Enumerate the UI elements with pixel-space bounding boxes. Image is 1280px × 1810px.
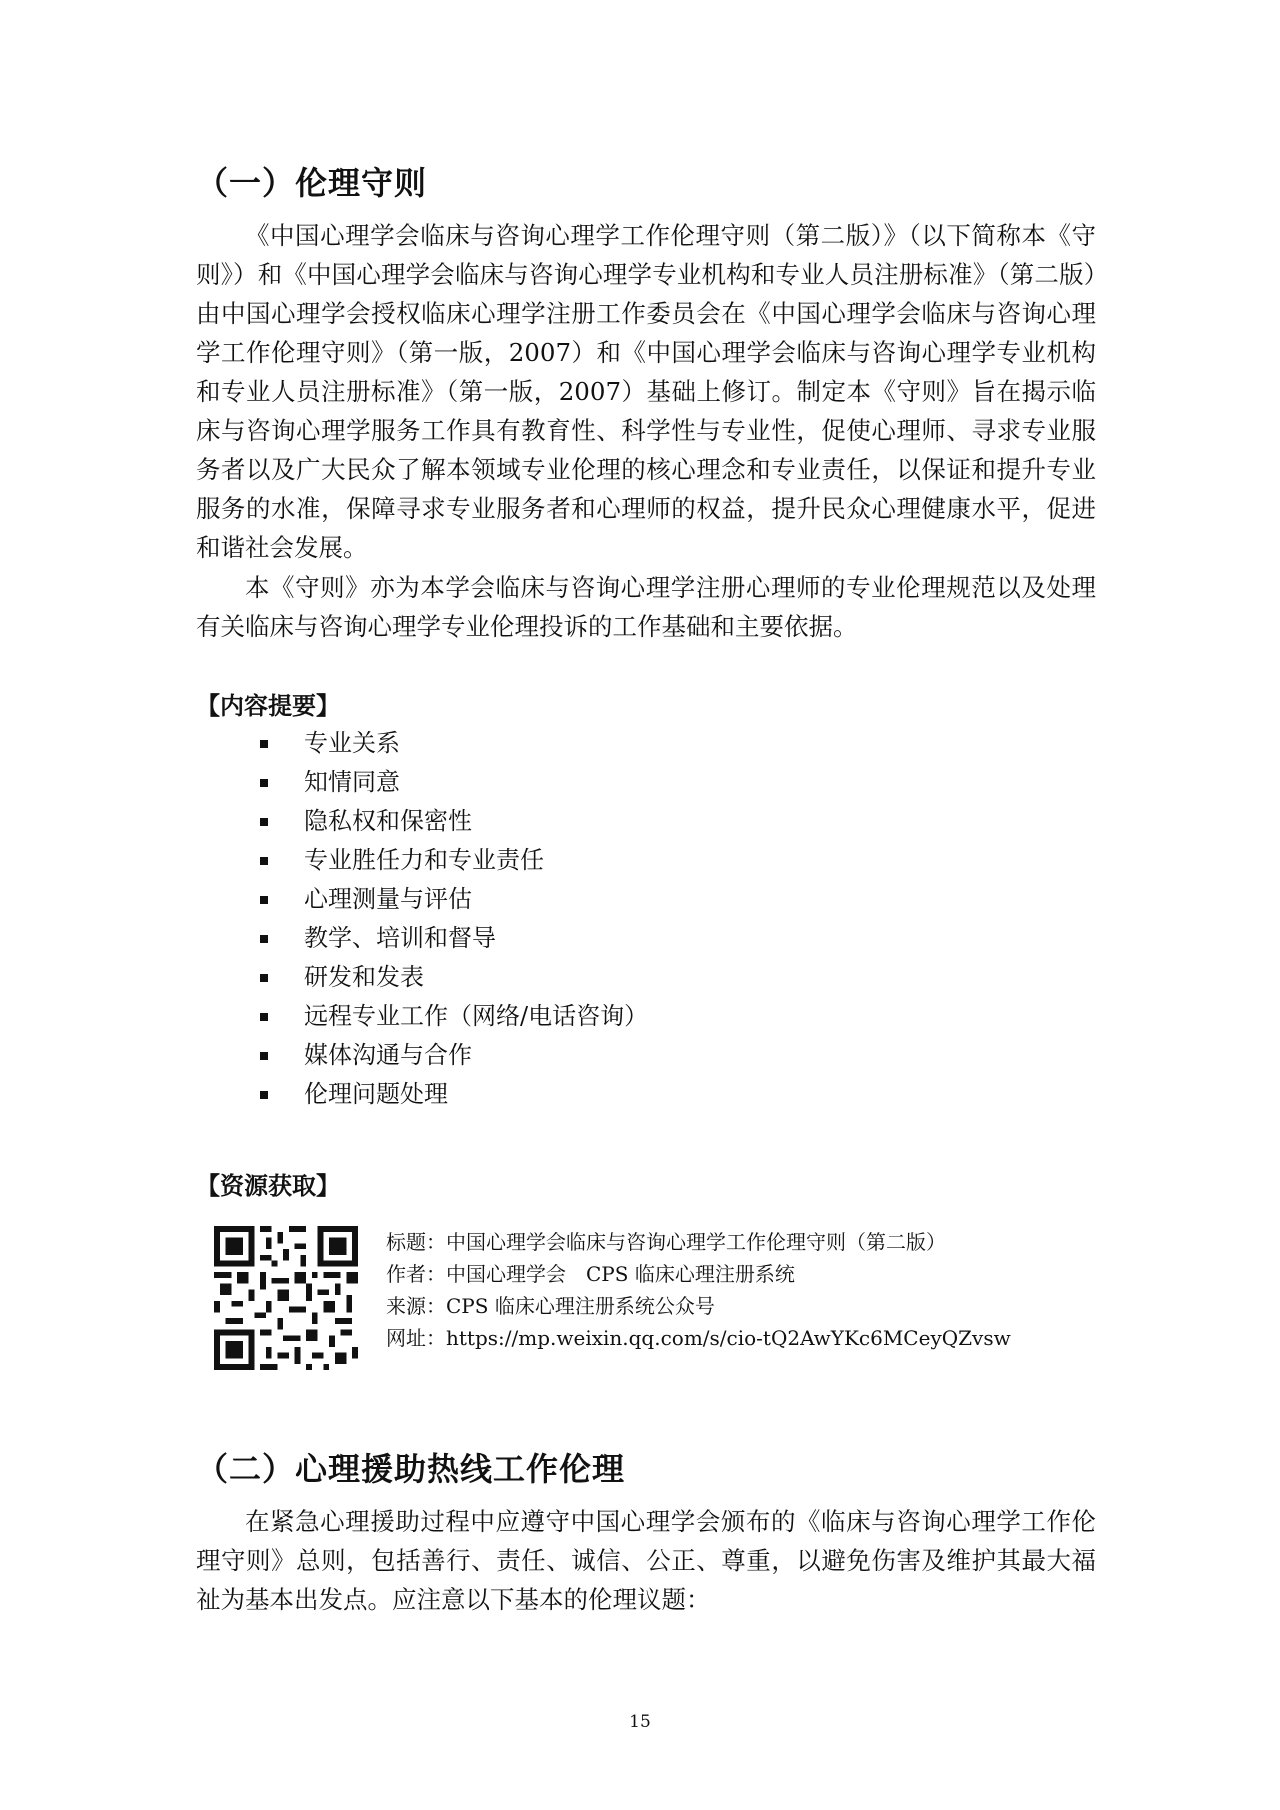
qr-code-icon [214,1226,358,1370]
resource-author: 作者：中国心理学会 CPS 临床心理注册系统 [386,1262,795,1286]
list-item: 研发和发表 [258,958,648,997]
summary-list [258,724,648,1114]
list-item: 知情同意 [258,763,648,802]
section2-paragraph: 在紧急心理援助过程中应遵守中国心理学会颁布的《临床与咨询心理学工作伦理守则》总则，包括善行、责任、诚信、公正、尊重，以避免伤害及维护其最大福祉为基本出发点。应注意以下基本的伦理议题： [196,1507,1096,1614]
list-item: 远程专业工作（网络/电话咨询） [258,997,648,1036]
list-item: 心理测量与评估 [258,880,648,919]
section1-heading: （一）伦理守则 [196,164,428,202]
resources-label: 【资源获取】 [196,1172,340,1200]
list-item: 教学、培训和督导 [258,919,648,958]
resource-url-link[interactable]: 网址：https://mp.weixin.qq.com/s/cio-tQ2AwYKc6MCeyQZvsw [386,1326,1011,1350]
list-item: 媒体沟通与合作 [258,1036,648,1075]
resource-source: 来源：CPS 临床心理注册系统公众号 [386,1294,715,1318]
list-item: 专业关系 [258,724,648,763]
resource-info [386,1226,1011,1354]
section2-heading: （二）心理援助热线工作伦理 [196,1450,626,1488]
list-item: 伦理问题处理 [258,1075,648,1114]
list-item: 专业胜任力和专业责任 [258,841,648,880]
resource-title: 标题：中国心理学会临床与咨询心理学工作伦理守则（第二版） [386,1230,946,1254]
section1-paragraph2: 本《守则》亦为本学会临床与咨询心理学注册心理师的专业伦理规范以及处理有关临床与咨询心理学专业伦理投诉的工作基础和主要依据。 [196,573,1096,641]
section1-paragraph1: 《中国心理学会临床与咨询心理学工作伦理守则（第二版）》（以下简称本《守则》）和《中国心理学会临床与咨询心理学专业机构和专业人员注册标准》（第二版）由中国心理学会授权临床心理学注册工作委员会在《中国心理学会临床与咨询心理学工作伦理守则》（第一版，2007）和《中国心理学会临床与咨询心理学专业机构和专业人员注册标准》（第一版，2007）基础上修订。制定本《守则》旨在揭示临床与咨询心理学服务工作具有教育性、科学性与专业性，促使心理师、寻求专业服务者以及广大民众了解本领域专业伦理的核心理念和专业责任，以保证和提升专业服务的水准，保障寻求专业服务者和心理师的权益，提升民众心理健康水平，促进和谐社会发展。 [196,221,1096,562]
page-number: 15 [629,1712,651,1732]
list-item: 隐私权和保密性 [258,802,648,841]
summary-label: 【内容提要】 [196,692,340,720]
